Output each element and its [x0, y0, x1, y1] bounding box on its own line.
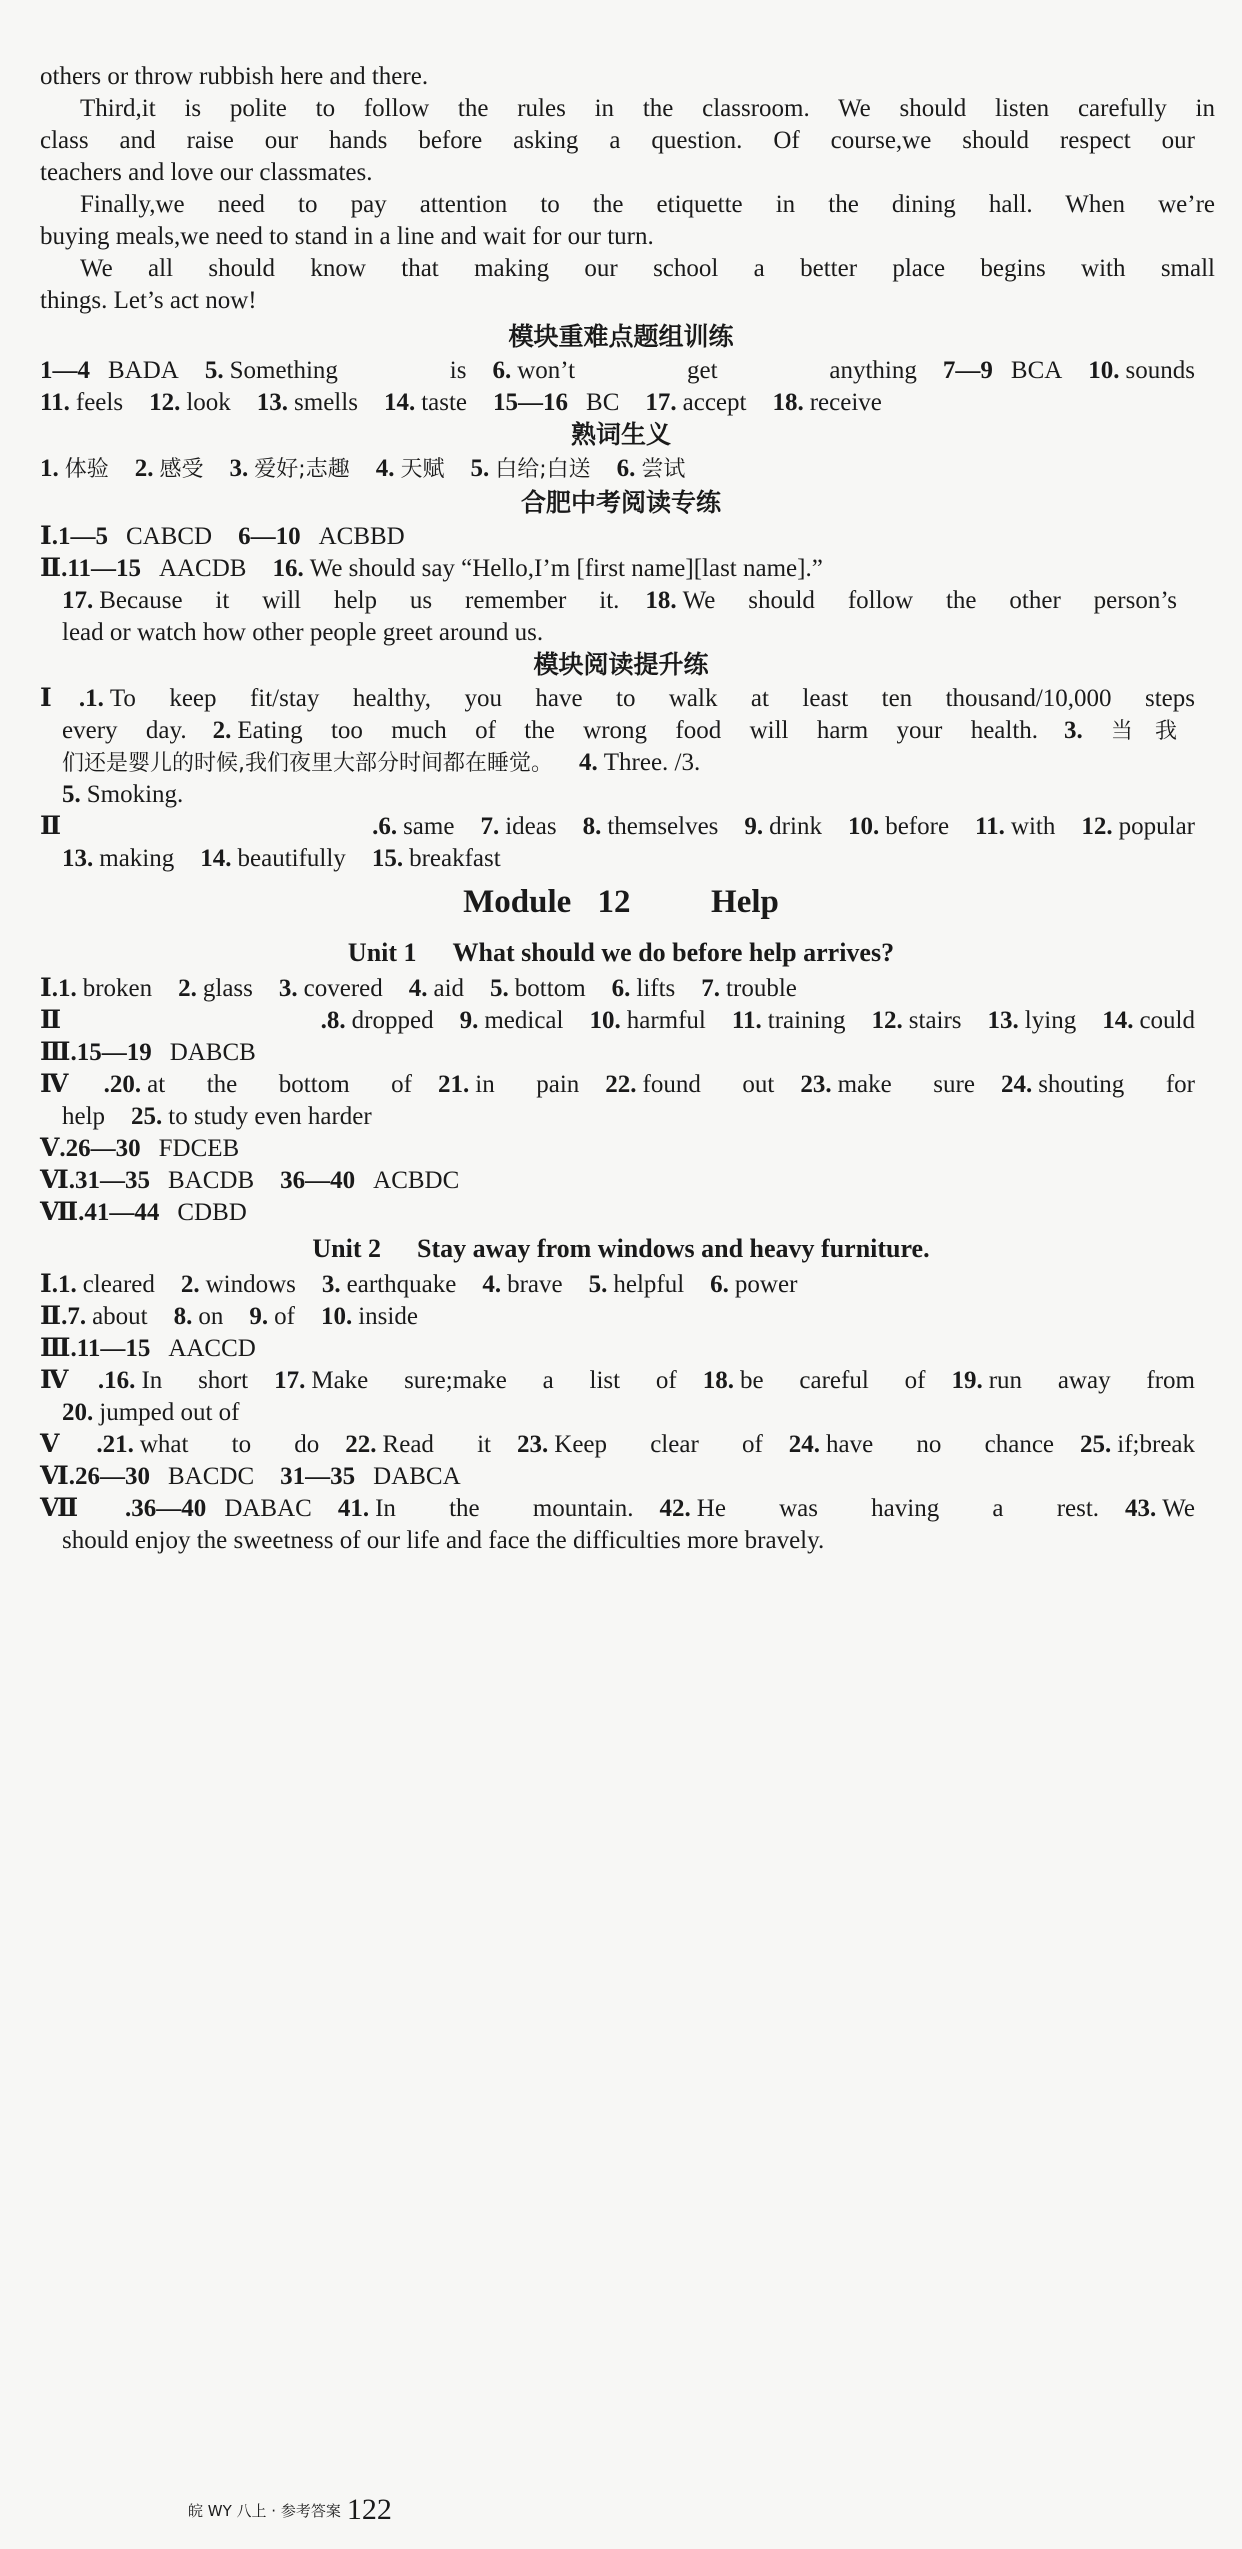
answer-text: of [274, 1303, 295, 1330]
item-number: Ⅰ.1. [40, 685, 104, 712]
answer-text: harmful [626, 1007, 706, 1034]
item-number: 13. [256, 389, 289, 416]
answer-text: Because it will help us remember it. [99, 587, 620, 614]
answer-row [40, 354, 1195, 388]
item-number: 6. [616, 455, 636, 482]
answer-text: look [186, 389, 231, 416]
answer-row [62, 1100, 372, 1134]
text-line: buying meals,we need to stand in a line and wait for our turn. [40, 223, 654, 250]
item-number: 15—16 [493, 389, 569, 416]
answer-text: We should say “Hello,I’m [first name][last name].” [309, 555, 823, 582]
item-number: 12. [149, 389, 181, 416]
answer-text: smells [294, 389, 358, 416]
answer-row [40, 1364, 1195, 1398]
item-number: 1. [40, 455, 59, 482]
answer-text: DABCA [373, 1463, 461, 1490]
answer-text: inside [358, 1303, 418, 1330]
answer-text: BACDC [168, 1463, 255, 1490]
answer-row [40, 552, 823, 586]
answer-text: with [1010, 813, 1056, 840]
item-number: 7. [701, 975, 721, 1002]
item-number: 24. [788, 1431, 821, 1458]
item-number: 4. [375, 455, 395, 482]
item-number: 17. [645, 389, 677, 416]
module-number: Module 12 [463, 884, 631, 920]
item-number: 21. [438, 1071, 470, 1098]
item-number: 18. [645, 587, 677, 614]
item-number: 1—4 [40, 357, 90, 384]
answer-text: Something is [229, 357, 467, 384]
answer-row [40, 682, 1195, 716]
item-number: 10. [320, 1303, 353, 1330]
item-number: 5. [204, 357, 224, 384]
answer-text: Smoking. [86, 781, 184, 808]
item-number: 6. [611, 975, 631, 1002]
item-number: 36—40 [280, 1167, 356, 1194]
item-number: Ⅱ.6. [40, 813, 398, 840]
answer-text: covered [303, 975, 383, 1002]
item-number: 14. [200, 845, 232, 872]
item-number: 25. [1080, 1431, 1112, 1458]
answer-text: In the mountain. [375, 1495, 634, 1522]
answer-text: lifts [636, 975, 676, 1002]
answer-text: Make sure;make a list of [311, 1367, 677, 1394]
item-number: 23. [517, 1431, 549, 1458]
answer-row [40, 386, 1195, 420]
answer-text: 体验 [64, 457, 109, 482]
unit-heading [0, 936, 1242, 970]
item-number: 5. [470, 455, 490, 482]
page-number: 122 [346, 2493, 392, 2526]
answer-text: Eating too much of the wrong food will harm your health. [237, 717, 1039, 744]
item-number: 13. [62, 845, 94, 872]
answer-text: won’t get anything [517, 357, 917, 384]
item-number: 19. [951, 1367, 983, 1394]
answer-row [40, 1428, 1195, 1462]
item-number: 25. [131, 1103, 163, 1130]
item-number: 9. [459, 1007, 479, 1034]
footer-label: 皖 WY 八上 · 参考答案 [188, 2502, 341, 2520]
answer-text: BACDB [168, 1167, 255, 1194]
item-number: 17. [62, 587, 94, 614]
answer-text: be careful of [740, 1367, 926, 1394]
answer-text: We should follow the other person’s [682, 587, 1177, 614]
item-number: 5. [588, 1271, 608, 1298]
answer-text: have no chance [826, 1431, 1055, 1458]
answer-text: He was having a rest. [696, 1495, 1100, 1522]
answer-text: 感受 [159, 457, 204, 482]
answer-row [40, 1300, 418, 1334]
answer-text: Read it [382, 1431, 492, 1458]
text-line: class and raise our hands before asking a question. Of course,we should respect our [40, 127, 1195, 154]
answer-text: accept [682, 389, 747, 416]
item-number: 14. [383, 389, 416, 416]
page-footer [188, 2495, 392, 2526]
answer-row [62, 842, 501, 876]
answer-text: training [767, 1007, 846, 1034]
answer-text: sounds [1125, 357, 1196, 384]
item-number: 15. [371, 845, 404, 872]
section-heading: 合肥中考阅读专练 [520, 488, 721, 517]
item-number: Ⅳ.16. [40, 1367, 136, 1394]
item-number: 6—10 [238, 523, 301, 550]
item-number: Ⅵ.31—35 [40, 1167, 150, 1194]
item-number: Ⅶ.36—40 [40, 1495, 207, 1522]
answer-row [62, 778, 183, 812]
answer-text: 天赋 [400, 457, 445, 482]
item-number: 9. [744, 813, 764, 840]
answer-text: beautifully [237, 845, 346, 872]
item-number: 24. [1000, 1071, 1033, 1098]
answer-text: BC [586, 389, 620, 416]
item-number: 6. [492, 357, 512, 384]
item-number: 11. [731, 1007, 762, 1034]
answer-text: Keep clear of [554, 1431, 763, 1458]
item-number: 16. [272, 555, 304, 582]
section-heading: 熟词生义 [570, 420, 671, 449]
module-name: Help [711, 884, 779, 920]
answer-text: help [62, 1103, 106, 1130]
answer-row [40, 1492, 1195, 1526]
answer-text: on [198, 1303, 224, 1330]
answer-text: To keep fit/stay healthy, you have to walk at least ten thousand/10,000 steps [109, 685, 1195, 712]
answer-text: AACCD [168, 1335, 256, 1362]
answer-text: could [1139, 1007, 1195, 1034]
answer-text: BCA [1010, 357, 1063, 384]
item-number: 18. [772, 389, 804, 416]
item-number: Ⅵ.26—30 [40, 1463, 150, 1490]
item-number: 10. [847, 813, 880, 840]
unit-title: What should we do before help arrives? [452, 938, 895, 967]
answer-text: BADA [108, 357, 179, 384]
item-number: 20. [62, 1399, 94, 1426]
item-number: 8. [582, 813, 602, 840]
item-number: 10. [1088, 357, 1120, 384]
answer-text: windows [205, 1271, 296, 1298]
text-line: Third,it is polite to follow the rules in the classroom. We should listen carefully in [80, 95, 1215, 122]
unit-heading [0, 1232, 1242, 1266]
answer-row [62, 746, 700, 781]
answer-text: DABAC [224, 1495, 312, 1522]
text-line: Finally,we need to pay attention to the etiquette in the dining hall. When we’re [80, 191, 1215, 218]
answer-text: jumped out of [99, 1399, 240, 1426]
answer-text: 爱好;志趣 [254, 457, 350, 482]
answer-text: AACDB [158, 555, 247, 582]
answer-row [40, 1036, 256, 1070]
item-number: Ⅳ.20. [40, 1071, 142, 1098]
answer-text: 当我 [1088, 719, 1177, 744]
answer-text: at the bottom of [147, 1071, 413, 1098]
answer-row [40, 1068, 1195, 1102]
answer-text: In short [141, 1367, 249, 1394]
answer-text: CABCD [125, 523, 213, 550]
item-number: Ⅰ.1. [40, 975, 77, 1002]
answer-text: shouting for [1038, 1071, 1195, 1098]
answer-text: FDCEB [158, 1135, 240, 1162]
answer-text: lying [1024, 1007, 1077, 1034]
answer-text: if;break [1117, 1431, 1196, 1458]
item-number: Ⅴ.26—30 [40, 1135, 141, 1162]
unit-title: Stay away from windows and heavy furniture. [417, 1234, 930, 1263]
answer-row [62, 584, 1177, 618]
item-number: 7. [480, 813, 500, 840]
item-number: 3. [1064, 717, 1083, 744]
section-heading: 模块重难点题组训练 [508, 322, 734, 351]
item-number: 4. [579, 749, 598, 776]
text-line: We all should know that making our school a better place begins with small [80, 255, 1215, 282]
item-number: Ⅰ.1. [40, 1271, 77, 1298]
answer-row [40, 1132, 239, 1166]
answer-row [62, 1396, 240, 1430]
unit-label: Unit 2 [312, 1234, 382, 1263]
answer-text: every day. [62, 717, 187, 744]
item-number: Ⅰ.1—5 [40, 523, 108, 550]
item-number: 12. [1081, 813, 1113, 840]
module-title [0, 882, 1242, 922]
item-number: Ⅱ.7. [40, 1303, 87, 1330]
answer-text: broken [82, 975, 153, 1002]
answer-text: make sure [837, 1071, 975, 1098]
text-line: should enjoy the sweetness of our life and face the difficulties more bravely. [62, 1527, 825, 1554]
answer-text: same [403, 813, 455, 840]
item-number: 3. [321, 1271, 341, 1298]
answer-text: to study even harder [168, 1103, 372, 1130]
item-number: 11. [975, 813, 1005, 840]
answer-text: stairs [908, 1007, 962, 1034]
answer-text: dropped [351, 1007, 434, 1034]
answer-text: found out [642, 1071, 775, 1098]
item-number: 5. [490, 975, 509, 1002]
answer-text: taste [421, 389, 468, 416]
answer-text: bottom [514, 975, 586, 1002]
answer-text: 白给;白送 [495, 457, 591, 482]
answer-text: ACBBD [318, 523, 405, 550]
answer-text: before [885, 813, 950, 840]
answer-text: receive [809, 389, 882, 416]
answer-text: We [1162, 1495, 1195, 1522]
answer-text: breakfast [409, 845, 501, 872]
item-number: Ⅲ.15—19 [40, 1039, 152, 1066]
answer-text: in pain [475, 1071, 580, 1098]
item-number: 43. [1125, 1495, 1157, 1522]
answer-text: what to do [139, 1431, 320, 1458]
item-number: 41. [337, 1495, 370, 1522]
text-line: others or throw rubbish here and there. [40, 63, 429, 90]
answer-text: brave [507, 1271, 563, 1298]
item-number: 6. [710, 1271, 729, 1298]
answer-text: feels [75, 389, 124, 416]
answer-row [40, 1460, 461, 1494]
unit-label: Unit 1 [347, 938, 417, 967]
item-number: 2. [180, 1271, 200, 1298]
answer-row [40, 520, 405, 554]
item-number: Ⅴ.21. [40, 1431, 134, 1458]
item-number: 23. [800, 1071, 832, 1098]
answer-text: 们还是婴儿的时候,我们夜里大部分时间都在睡觉。 [62, 751, 553, 776]
text-line: things. Let’s act now! [40, 287, 257, 314]
item-number: 4. [408, 975, 428, 1002]
item-number: 2. [212, 717, 232, 744]
item-number: 7—9 [942, 357, 993, 384]
answer-text: aid [433, 975, 465, 1002]
item-number: 11. [40, 389, 70, 416]
answer-text: about [92, 1303, 148, 1330]
answer-text: ACBDC [373, 1167, 460, 1194]
answer-text: cleared [82, 1271, 155, 1298]
item-number: 2. [178, 975, 197, 1002]
item-number: 5. [62, 781, 81, 808]
answer-text: earthquake [346, 1271, 457, 1298]
item-number: 18. [702, 1367, 734, 1394]
item-number: 2. [134, 455, 154, 482]
answer-row [40, 1196, 247, 1230]
item-number: Ⅶ.41—44 [40, 1199, 160, 1226]
text-line: lead or watch how other people greet around us. [62, 619, 544, 646]
item-number: 17. [274, 1367, 306, 1394]
answer-row [40, 972, 797, 1006]
answer-text: DABCB [169, 1039, 256, 1066]
answer-row [40, 810, 1195, 844]
answer-text: drink [769, 813, 822, 840]
answer-row [40, 452, 685, 487]
item-number: Ⅱ.11—15 [40, 555, 141, 582]
item-number: 3. [229, 455, 249, 482]
answer-text: themselves [607, 813, 719, 840]
answer-text: popular [1118, 813, 1195, 840]
item-number: 13. [987, 1007, 1019, 1034]
item-number: 22. [605, 1071, 637, 1098]
item-number: 8. [173, 1303, 193, 1330]
item-number: 12. [871, 1007, 903, 1034]
item-number: 9. [249, 1303, 269, 1330]
answer-text: trouble [726, 975, 797, 1002]
answer-text: medical [484, 1007, 564, 1034]
answer-text: making [99, 845, 175, 872]
answer-row [40, 1164, 459, 1198]
answer-text: glass [202, 975, 253, 1002]
item-number: 31—35 [280, 1463, 356, 1490]
answer-text: run away from [988, 1367, 1195, 1394]
answer-text: Three. /3. [603, 749, 701, 776]
item-number: 10. [589, 1007, 621, 1034]
item-number: Ⅲ.11—15 [40, 1335, 151, 1362]
answer-text: ideas [505, 813, 557, 840]
answer-text: power [734, 1271, 798, 1298]
item-number: 4. [482, 1271, 502, 1298]
answer-row [40, 1268, 797, 1302]
section-heading: 模块阅读提升练 [533, 650, 709, 679]
text-line: teachers and love our classmates. [40, 159, 373, 186]
answer-row [40, 1332, 256, 1366]
item-number: Ⅱ.8. [40, 1007, 346, 1034]
item-number: 42. [659, 1495, 691, 1522]
answer-row [40, 1004, 1195, 1038]
item-number: 3. [278, 975, 298, 1002]
item-number: 22. [345, 1431, 377, 1458]
answer-text: helpful [613, 1271, 685, 1298]
item-number: 14. [1102, 1007, 1134, 1034]
answer-row [62, 714, 1177, 749]
answer-text: 尝试 [641, 457, 686, 482]
answer-text: CDBD [177, 1199, 247, 1226]
